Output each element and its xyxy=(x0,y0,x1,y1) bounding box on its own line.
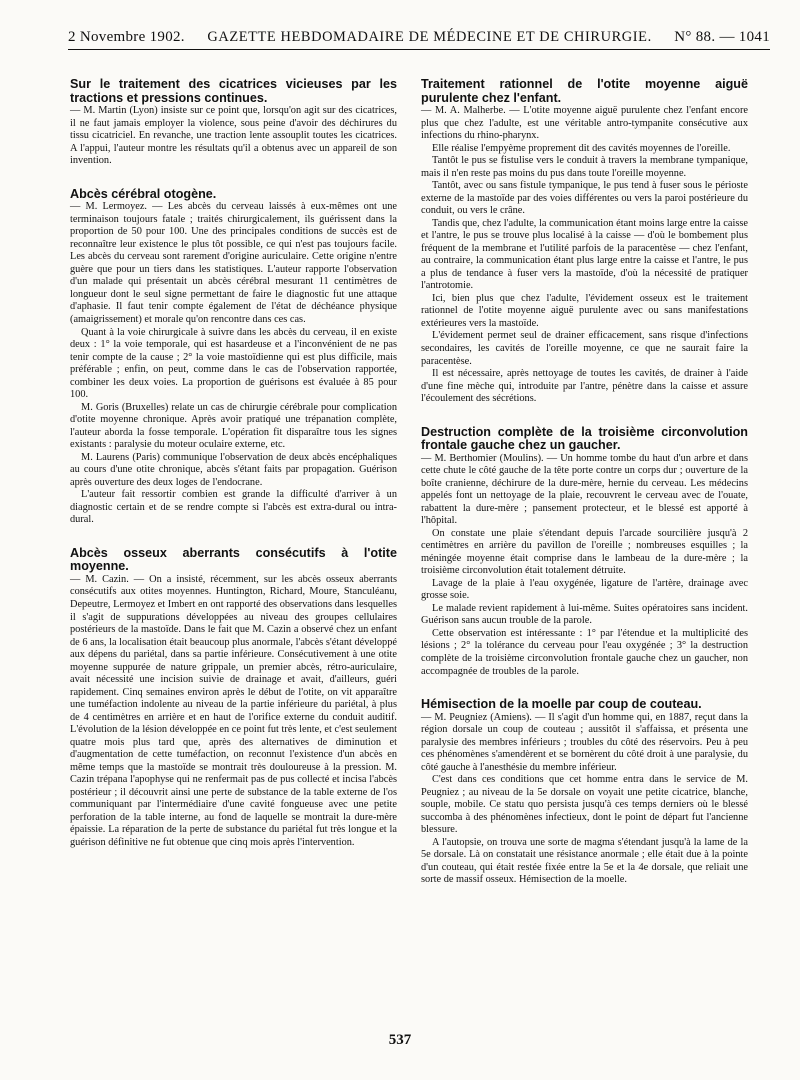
article-hemisection-moelle xyxy=(421,698,748,887)
article-title: Traitement rationnel de l'otite moyenne aiguë purulente chez l'enfant. xyxy=(421,77,748,105)
article-abces-cerebral xyxy=(70,188,397,527)
article-paragraph: Tandis que, chez l'adulte, la communication étant moins large entre la caisse et l'antre, le pus se trouve plus localisé à la caisse — d'où le bombement plus fréquent de la membrane et l'utilité parfois de la paracentèse — chez l'enfant, au contraire, la communication étant plus large entre la caisse et l'antre, le pus a plus de tendance à fuser vers la mastoïde, d'où la nécessité de pratiquer l'antrotomie. xyxy=(421,217,748,292)
article-paragraph: — M. A. Malherbe. — L'otite moyenne aiguë purulente chez l'enfant encore plus que chez l'adulte, est une véritable antro-tympanite consécutive aux infections du rhino-pharynx. xyxy=(421,105,748,142)
article-abces-osseux xyxy=(70,547,397,850)
article-title: Hémisection de la moelle par coup de couteau. xyxy=(421,697,702,712)
article-paragraph: Elle réalise l'empyème proprement dit des cavités moyennes de l'oreille. xyxy=(432,142,731,154)
header-journal-title: GAZETTE HEBDOMADAIRE DE MÉDECINE ET DE CHIRURGIE. xyxy=(207,29,652,45)
article-paragraph: — M. Peugniez (Amiens). — Il s'agit d'un homme qui, en 1887, reçut dans la région dorsale un coup de couteau ; aussitôt il s'affaissa, et présenta une paralysie des membres inférieurs ; troubles du côté des réservoirs. Peu à peu ces phénomènes s'amendèrent et se bornèrent du côté droit à une paralysie, du côté gauche à l'anesthésie du membre inférieur. xyxy=(421,711,748,773)
article-paragraph: — M. Berthomier (Moulins). — Un homme tombe du haut d'un arbre et dans cette chute le côté gauche de la tête porte contre un corps dur ; ouverture de la boîte cranienne, déchirure de la dure-mère, hernie du cerveau. Les médecins appelés font un nettoyage de la plaie, recouvrent le cerveau avec de l'ouate, rabattent la dure-mère ; pansement protecteur, et le blessé est apporté à l'hôpital. xyxy=(421,452,748,527)
article-paragraph: Le malade revient rapidement à lui-même. Suites opératoires sans incident. Guérison sans aucun trouble de la parole. xyxy=(421,602,748,627)
header-issue: N° 88. — 1041 xyxy=(674,29,770,45)
article-otite-enfant xyxy=(421,78,748,406)
article-title: Sur le traitement des cicatrices vicieuses par les tractions et pressions continues. xyxy=(70,77,397,105)
article-paragraph: Cette observation est intéressante : 1° par l'étendue et la multiplicité des lésions ; 2° la tolérance du cerveau pour l'eau oxygénée ; 3° la destruction complète de la troisième circonvolution frontale gauche chez un gaucher, non accompagnée de troubles de la parole. xyxy=(421,627,748,677)
article-paragraph: Tantôt, avec ou sans fistule tympanique, le pus tend à fuser sous le périoste externe de la mastoïde par des voies différentes ou vers la paroi postérieure du conduit, ou vers le crâne. xyxy=(421,180,748,217)
article-paragraph: M. Laurens (Paris) communique l'observation de deux abcès encéphaliques au cours d'une otite chronique, abcès s'étant faits par propagation. Guérison après ouverture des deux loges de l'endocrane. xyxy=(70,451,397,488)
right-column xyxy=(421,78,748,907)
article-paragraph: C'est dans ces conditions que cet homme entra dans le service de M. Peugniez ; au niveau de la 5e dorsale on voyait une petite cicatrice, blanche, souple, mobile. Ce statu quo persista jusqu'à ces temps derniers où le blessé succomba à des phénomènes infectieux, dont le point de départ fut l'ancienne blessure. xyxy=(421,774,748,836)
article-paragraph: Il est nécessaire, après nettoyage de toutes les cavités, de drainer à l'aide d'une fine mèche qui, introduite par l'antre, pénètre dans la caisse et assure l'écoulement des sécrétions. xyxy=(421,368,748,405)
article-cicatrices xyxy=(70,78,397,168)
running-header xyxy=(68,20,770,50)
page-number: 537 xyxy=(388,1032,412,1048)
article-paragraph: — M. Cazin. — On a insisté, récemment, sur les abcès osseux aberrants consécutifs aux otites moyennes. Huntington, Richard, Moure, Stanculéanu, Depeutre, Lermoyez et Imbert en ont rapporté des observations dans lesquelles il s'agit de suppurations développées au niveau des groupes cellulaires postérieurs de la mastoïde. Dans le fait que M. Cazin a observé chez un enfant de 6 ans, la localisation était beaucoup plus anormale, l'abcès s'étant développé aux dépens du pariétal, dans sa partie inférieure. Consécutivement à une otite moyenne suppurée de nature grippale, un premier abcès, rétro-auriculaire, avait nécessité une incision suivie de drainage et avait, d'ailleurs, guéri rapidement. Cinq semaines environ après le début de l'otite, on vit apparaître une tuméfaction indolente au niveau de la partie inférieure du pariétal, à plus de 4 centimètres en arrière et en haut de l'orifice externe du conduit auditif. L'évolution de la lésion développée en ce point fut très lente, et c'est seulement quatre mois plus tard que, après des alternatives de diminution et d'augmentation de cette tuméfaction, on reconnut l'existence d'un abcès en même temps que la mastoïde se montrait très douloureuse à la pression. M. Cazin trépana l'apophyse qui ne renfermait pas de pus collecté et incisa l'abcès postérieur ; il découvrit ainsi une perte de substance de la table externe de l'os communiquant par l'intermédiaire d'une cavité fongueuse avec une petite perforation de la table interne, au fond de laquelle se montrait la dure-mère épaissie. La réparation de la perte de substance du pariétal fut très longue et la guérison définitive ne fut obtenue que cinq mois après l'intervention. xyxy=(70,573,397,848)
article-title: Abcès cérébral otogène. xyxy=(70,186,217,201)
article-paragraph: On constate une plaie s'étendant depuis l'arcade sourcilière jusqu'à 2 centimètres en arrière du pavillon de l'oreille ; nombreuses esquilles ; la méningée moyenne était comprise dans le lambeau de la dure-mère ; la troisième circonvolution était totalement détruite. xyxy=(421,527,748,577)
article-circonvolution-frontale xyxy=(421,426,748,678)
left-column xyxy=(70,78,397,869)
article-paragraph: M. Goris (Bruxelles) relate un cas de chirurgie cérébrale pour complication d'otite moyenne chronique. Après avoir pratiqué une trépanation complète, l'auteur aborda la fosse temporale. L'opération fit disparaître tous les signes existants : paralysie du moteur oculaire externe, etc. xyxy=(70,401,397,451)
header-date: 2 Novembre 1902. xyxy=(68,29,185,45)
article-paragraph: L'auteur fait ressortir combien est grande la difficulté d'arriver à un diagnostic certain et de se rendre compte si l'abcès est extra-dural ou intra-dural. xyxy=(70,489,397,526)
article-paragraph: Tantôt le pus se fistulise vers le conduit à travers la membrane tympanique, mais il n'en reste pas moins du pus dans toute l'oreille moyenne. xyxy=(421,155,748,179)
article-paragraph: A l'autopsie, on trouva une sorte de magma s'étendant jusqu'à la lame de la 5e dorsale. Là on constatait une résistance anormale ; elle était due à la pointe d'un couteau, qui était restée fixée entre la 5e et la 4e dorsale, que reliait une sorte de massif osseux. Hémisection de la moelle. xyxy=(421,836,748,886)
article-paragraph: L'évidement permet seul de drainer efficacement, sans risque d'infections secondaires, les cavités de l'oreille moyenne, ce que ne saurait faire la paracentèse. xyxy=(421,330,748,367)
article-paragraph: Quant à la voie chirurgicale à suivre dans les abcès du cerveau, il en existe deux : 1° la voie temporale, qui est hasardeuse et a l'inconvénient de ne pas tenir compte de la cause ; 2° la voie mastoïdienne qui est plus difficile, mais préférable ; enfin, on peut, comme dans le cas de l'observation rapportée, combiner les deux voies. La proportion de guérisons est évaluée à 85 pour 100. xyxy=(70,326,397,401)
article-title: Abcès osseux aberrants consécutifs à l'otite moyenne. xyxy=(70,545,397,574)
article-paragraph: — M. Lermoyez. — Les abcès du cerveau laissés à eux-mêmes ont une terminaison toujours fatale ; traités chirurgicalement, ils guérissent dans la proportion de 50 pour 100. Une des principales conditions de succès est de reconnaître leur existence le plus tôt possible, ce qui n'est pas toujours facile. Les abcès du cerveau sont rarement d'origine auriculaire. Cette origine n'entre guère que pour un tiers dans les statistiques. L'auteur rapporte l'observation d'un malade qui présentait un abcès cérébral mesurant 11 centimètres de longueur dont le seul signe permettant de faire le diagnostic fut une attaque d'aphasie. Il faut tenir compte également de l'état de déchéance physique (amaigrissement) et morale qu'on rencontre dans ces cas. xyxy=(70,201,397,325)
article-title: Destruction complète de la troisième circonvolution frontale gauche chez un gaucher. xyxy=(421,424,748,453)
article-paragraph: — M. Martin (Lyon) insiste sur ce point que, lorsqu'on agit sur des cicatrices, il ne faut jamais employer la violence, sous peine d'avoir des déchirures du tissu cicatriciel. En revanche, une traction lente assouplit toutes les cicatrices. A l'appui, l'auteur montre les résultats qu'il a obtenus avec un appareil de son invention. xyxy=(70,105,397,167)
article-paragraph: Lavage de la plaie à l'eau oxygénée, ligature de l'artère, drainage avec grosse soie. xyxy=(421,577,748,602)
article-paragraph: Ici, bien plus que chez l'adulte, l'évidement osseux est le traitement rationnel de l'otite moyenne aiguë purulente avec ou sans manifestations extérieures vers la mastoïde. xyxy=(421,292,748,329)
